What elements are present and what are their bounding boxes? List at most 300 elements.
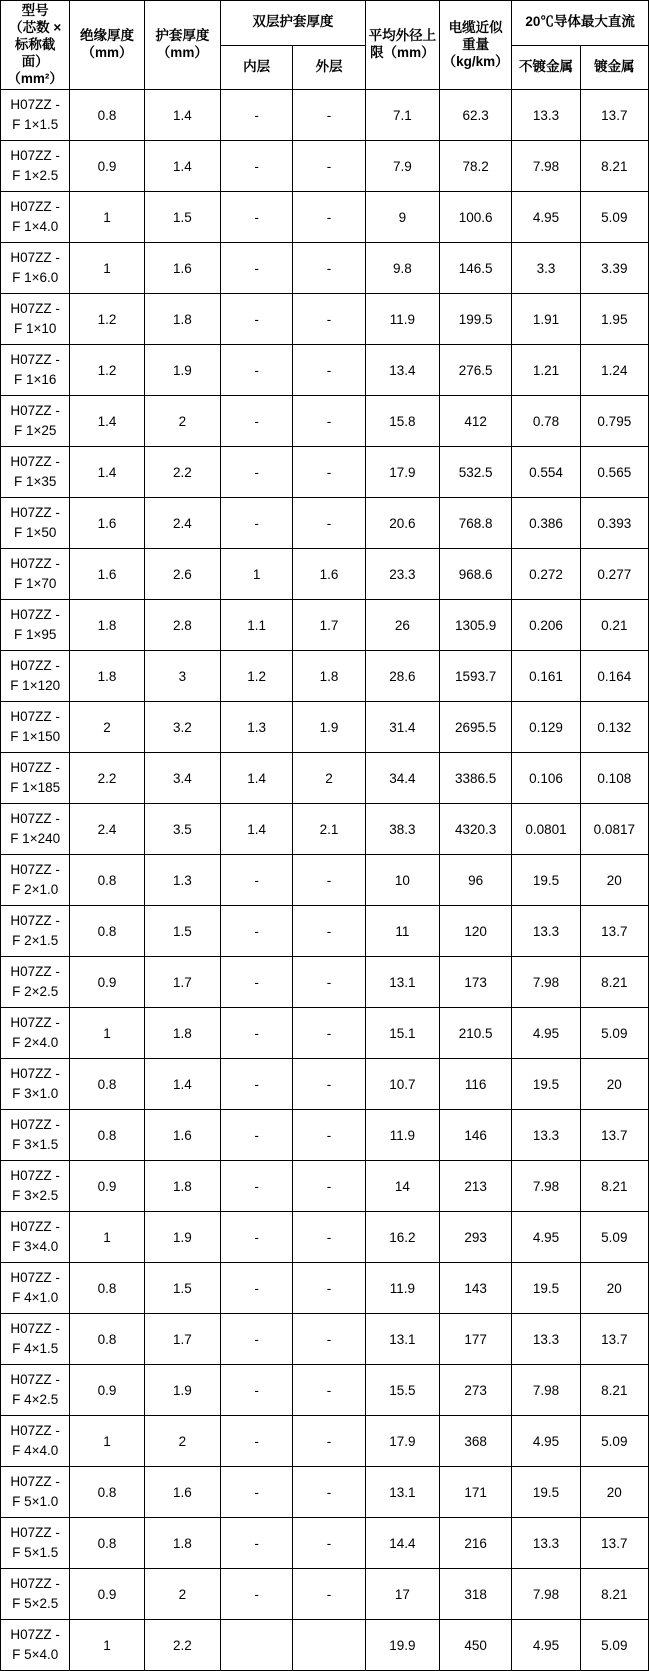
cell-model: H07ZZ - F 1×185 [1, 753, 70, 804]
cell-sheath: 2 [144, 1569, 220, 1620]
cell-model: H07ZZ - F 3×1.0 [1, 1059, 70, 1110]
cell-model: H07ZZ - F 5×1.5 [1, 1518, 70, 1569]
cell-plating-resistance: 1.95 [580, 294, 648, 345]
cell-weight: 173 [440, 957, 512, 1008]
cell-weight: 216 [440, 1518, 512, 1569]
cell-inner-layer: - [221, 294, 293, 345]
cell-plating-resistance: 13.7 [580, 1314, 648, 1365]
cell-plating-resistance: 8.21 [580, 957, 648, 1008]
cell-inner-layer: - [221, 957, 293, 1008]
cell-outer-layer: 2.1 [293, 804, 365, 855]
cell-outer-layer: 1.8 [293, 651, 365, 702]
cell-outer-layer: - [293, 141, 365, 192]
cell-insulation: 1 [70, 1620, 144, 1671]
header-plating: 镀金属 [580, 45, 648, 90]
cell-outer-diameter: 17.9 [365, 1416, 439, 1467]
cell-outer-layer: - [293, 192, 365, 243]
header-model-line1: 型号 [21, 3, 49, 18]
cell-inner-layer: - [221, 1161, 293, 1212]
cell-insulation: 1.8 [70, 600, 144, 651]
cell-insulation: 0.9 [70, 1161, 144, 1212]
cell-model: H07ZZ - F 1×35 [1, 447, 70, 498]
cell-outer-diameter: 28.6 [365, 651, 439, 702]
cell-outer-diameter: 11 [365, 906, 439, 957]
cell-model: H07ZZ - F 4×2.5 [1, 1365, 70, 1416]
cell-inner-layer: - [221, 855, 293, 906]
cell-no-plating-resistance: 7.98 [512, 1161, 580, 1212]
cell-plating-resistance: 8.21 [580, 1365, 648, 1416]
cell-no-plating-resistance: 13.3 [512, 906, 580, 957]
cell-insulation: 0.8 [70, 1110, 144, 1161]
cell-inner-layer: 1.2 [221, 651, 293, 702]
cell-sheath: 1.6 [144, 243, 220, 294]
cell-outer-diameter: 7.9 [365, 141, 439, 192]
cell-model: H07ZZ - F 1×150 [1, 702, 70, 753]
cell-weight: 1305.9 [440, 600, 512, 651]
cell-outer-diameter: 13.1 [365, 1314, 439, 1365]
cell-outer-layer: - [293, 1467, 365, 1518]
cell-plating-resistance: 20 [580, 1263, 648, 1314]
cell-sheath: 1.5 [144, 192, 220, 243]
cell-outer-layer: - [293, 294, 365, 345]
cell-insulation: 2 [70, 702, 144, 753]
cell-no-plating-resistance: 0.0801 [512, 804, 580, 855]
table-row [1, 1161, 649, 1212]
cell-outer-layer: - [293, 1518, 365, 1569]
cell-sheath: 3 [144, 651, 220, 702]
cell-sheath: 3.4 [144, 753, 220, 804]
cell-outer-layer [293, 1620, 365, 1671]
cell-outer-layer: - [293, 1059, 365, 1110]
cell-sheath: 2.2 [144, 1620, 220, 1671]
cell-model: H07ZZ - F 3×2.5 [1, 1161, 70, 1212]
cell-no-plating-resistance: 0.78 [512, 396, 580, 447]
cell-insulation: 1.6 [70, 549, 144, 600]
cell-weight: 210.5 [440, 1008, 512, 1059]
cell-sheath: 1.5 [144, 906, 220, 957]
cell-outer-layer: - [293, 1263, 365, 1314]
cell-plating-resistance: 0.132 [580, 702, 648, 753]
cell-outer-layer: - [293, 906, 365, 957]
cell-inner-layer: - [221, 1365, 293, 1416]
cell-insulation: 0.8 [70, 1263, 144, 1314]
cell-weight: 213 [440, 1161, 512, 1212]
cell-plating-resistance: 0.565 [580, 447, 648, 498]
cell-inner-layer: - [221, 1518, 293, 1569]
cell-no-plating-resistance: 7.98 [512, 1365, 580, 1416]
table-row [1, 1008, 649, 1059]
cell-sheath: 1.6 [144, 1467, 220, 1518]
cell-sheath: 2.8 [144, 600, 220, 651]
cell-outer-diameter: 7.1 [365, 90, 439, 141]
cell-model: H07ZZ - F 2×1.5 [1, 906, 70, 957]
cell-sheath: 1.4 [144, 90, 220, 141]
cell-inner-layer: - [221, 1059, 293, 1110]
cell-no-plating-resistance: 19.5 [512, 1263, 580, 1314]
cell-weight: 276.5 [440, 345, 512, 396]
cell-outer-diameter: 13.1 [365, 957, 439, 1008]
cell-inner-layer [221, 1620, 293, 1671]
cell-model: H07ZZ - F 1×2.5 [1, 141, 70, 192]
header-insulation-thickness: 绝缘厚度（mm） [70, 1, 144, 90]
cell-weight: 199.5 [440, 294, 512, 345]
cell-sheath: 3.5 [144, 804, 220, 855]
cell-weight: 177 [440, 1314, 512, 1365]
cell-insulation: 0.8 [70, 1518, 144, 1569]
cell-model: H07ZZ - F 3×4.0 [1, 1212, 70, 1263]
cell-plating-resistance: 0.21 [580, 600, 648, 651]
cell-outer-layer: - [293, 1365, 365, 1416]
cell-weight: 768.8 [440, 498, 512, 549]
table-body [1, 90, 649, 1671]
cell-plating-resistance: 0.795 [580, 396, 648, 447]
cell-plating-resistance: 5.09 [580, 1416, 648, 1467]
table-row [1, 141, 649, 192]
cell-outer-diameter: 11.9 [365, 294, 439, 345]
cell-outer-layer: 1.6 [293, 549, 365, 600]
cell-outer-diameter: 11.9 [365, 1263, 439, 1314]
table-row [1, 1569, 649, 1620]
header-dc-resistance-group: 20℃导体最大直流 [512, 1, 649, 46]
cell-plating-resistance: 0.277 [580, 549, 648, 600]
table-row [1, 855, 649, 906]
cell-model: H07ZZ - F 1×4.0 [1, 192, 70, 243]
cell-plating-resistance: 1.24 [580, 345, 648, 396]
cell-outer-diameter: 10 [365, 855, 439, 906]
cell-weight: 318 [440, 1569, 512, 1620]
cell-plating-resistance: 13.7 [580, 90, 648, 141]
cell-weight: 146.5 [440, 243, 512, 294]
cell-outer-diameter: 31.4 [365, 702, 439, 753]
cell-sheath: 2.4 [144, 498, 220, 549]
cell-outer-layer: - [293, 243, 365, 294]
cell-no-plating-resistance: 0.386 [512, 498, 580, 549]
cell-insulation: 0.8 [70, 1467, 144, 1518]
cell-weight: 96 [440, 855, 512, 906]
header-double-sheath-thickness: 双层护套厚度 [221, 1, 366, 46]
cell-outer-diameter: 14.4 [365, 1518, 439, 1569]
cell-weight: 532.5 [440, 447, 512, 498]
cell-weight: 1593.7 [440, 651, 512, 702]
table-row [1, 753, 649, 804]
cell-insulation: 1.4 [70, 396, 144, 447]
cell-outer-layer: - [293, 345, 365, 396]
cell-sheath: 1.9 [144, 1212, 220, 1263]
cell-outer-layer: - [293, 1212, 365, 1263]
cell-insulation: 0.8 [70, 906, 144, 957]
cell-outer-diameter: 26 [365, 600, 439, 651]
cell-weight: 293 [440, 1212, 512, 1263]
cell-outer-diameter: 9 [365, 192, 439, 243]
cell-plating-resistance: 20 [580, 1467, 648, 1518]
cell-model: H07ZZ - F 1×16 [1, 345, 70, 396]
cell-model: H07ZZ - F 1×95 [1, 600, 70, 651]
header-row-1 [1, 1, 649, 46]
cell-model: H07ZZ - F 1×240 [1, 804, 70, 855]
cell-outer-layer: - [293, 90, 365, 141]
cell-no-plating-resistance: 0.206 [512, 600, 580, 651]
cell-no-plating-resistance: 19.5 [512, 1467, 580, 1518]
cell-inner-layer: - [221, 141, 293, 192]
cell-insulation: 0.9 [70, 1365, 144, 1416]
cell-outer-diameter: 13.1 [365, 1467, 439, 1518]
cell-plating-resistance: 0.164 [580, 651, 648, 702]
cell-outer-diameter: 13.4 [365, 345, 439, 396]
cell-weight: 368 [440, 1416, 512, 1467]
cell-plating-resistance: 0.108 [580, 753, 648, 804]
cell-insulation: 1 [70, 192, 144, 243]
cell-outer-diameter: 15.5 [365, 1365, 439, 1416]
cell-sheath: 3.2 [144, 702, 220, 753]
cell-insulation: 1.8 [70, 651, 144, 702]
cell-inner-layer: - [221, 498, 293, 549]
cell-inner-layer: - [221, 1110, 293, 1161]
cell-sheath: 1.9 [144, 1365, 220, 1416]
cell-outer-layer: 1.9 [293, 702, 365, 753]
cell-model: H07ZZ - F 2×2.5 [1, 957, 70, 1008]
table-row [1, 600, 649, 651]
cell-inner-layer: - [221, 243, 293, 294]
cell-inner-layer: 1.1 [221, 600, 293, 651]
cell-no-plating-resistance: 1.91 [512, 294, 580, 345]
cell-sheath: 1.8 [144, 1518, 220, 1569]
cell-outer-diameter: 11.9 [365, 1110, 439, 1161]
cell-model: H07ZZ - F 1×25 [1, 396, 70, 447]
cell-model: H07ZZ - F 1×10 [1, 294, 70, 345]
table-row [1, 1263, 649, 1314]
cell-no-plating-resistance: 0.161 [512, 651, 580, 702]
cell-model: H07ZZ - F 5×4.0 [1, 1620, 70, 1671]
cell-insulation: 1.6 [70, 498, 144, 549]
cell-no-plating-resistance: 1.21 [512, 345, 580, 396]
cell-outer-layer: - [293, 855, 365, 906]
table-row [1, 1059, 649, 1110]
cell-outer-layer: 1.7 [293, 600, 365, 651]
table-row [1, 243, 649, 294]
cell-no-plating-resistance: 13.3 [512, 90, 580, 141]
header-sheath-thickness: 护套厚度（mm） [144, 1, 220, 90]
table-row [1, 396, 649, 447]
cell-weight: 412 [440, 396, 512, 447]
cell-weight: 2695.5 [440, 702, 512, 753]
cell-inner-layer: - [221, 345, 293, 396]
cell-sheath: 1.4 [144, 1059, 220, 1110]
cell-outer-layer: - [293, 447, 365, 498]
cell-inner-layer: - [221, 447, 293, 498]
cell-inner-layer: - [221, 396, 293, 447]
cell-outer-diameter: 20.6 [365, 498, 439, 549]
cell-insulation: 0.8 [70, 855, 144, 906]
cell-insulation: 1.4 [70, 447, 144, 498]
table-row [1, 294, 649, 345]
cell-weight: 968.6 [440, 549, 512, 600]
cell-outer-diameter: 15.1 [365, 1008, 439, 1059]
table-row [1, 957, 649, 1008]
cell-inner-layer: - [221, 906, 293, 957]
cell-model: H07ZZ - F 1×1.5 [1, 90, 70, 141]
cell-plating-resistance: 5.09 [580, 1008, 648, 1059]
table-row [1, 1620, 649, 1671]
cell-plating-resistance: 8.21 [580, 1569, 648, 1620]
cell-outer-diameter: 17 [365, 1569, 439, 1620]
header-model-line4: 面） [21, 53, 49, 69]
cell-plating-resistance: 20 [580, 855, 648, 906]
cell-insulation: 0.8 [70, 1059, 144, 1110]
cell-weight: 143 [440, 1263, 512, 1314]
cell-inner-layer: - [221, 1008, 293, 1059]
cell-inner-layer: - [221, 1569, 293, 1620]
cell-weight: 78.2 [440, 141, 512, 192]
cell-sheath: 1.7 [144, 957, 220, 1008]
cell-no-plating-resistance: 7.98 [512, 957, 580, 1008]
cell-outer-layer: - [293, 396, 365, 447]
cell-sheath: 1.7 [144, 1314, 220, 1365]
cell-model: H07ZZ - F 3×1.5 [1, 1110, 70, 1161]
cell-outer-layer: - [293, 1161, 365, 1212]
cell-plating-resistance: 5.09 [580, 192, 648, 243]
cell-model: H07ZZ - F 2×4.0 [1, 1008, 70, 1059]
cell-weight: 116 [440, 1059, 512, 1110]
cell-plating-resistance: 13.7 [580, 1518, 648, 1569]
cell-inner-layer: 1.4 [221, 804, 293, 855]
cell-no-plating-resistance: 13.3 [512, 1518, 580, 1569]
cell-plating-resistance: 0.393 [580, 498, 648, 549]
cell-insulation: 1 [70, 1212, 144, 1263]
cell-sheath: 1.3 [144, 855, 220, 906]
cell-model: H07ZZ - F 4×1.0 [1, 1263, 70, 1314]
header-model-line3: 标称截 [14, 36, 56, 52]
cell-inner-layer: 1.3 [221, 702, 293, 753]
cell-no-plating-resistance: 0.554 [512, 447, 580, 498]
cell-inner-layer: - [221, 90, 293, 141]
cell-no-plating-resistance: 13.3 [512, 1110, 580, 1161]
table-row [1, 192, 649, 243]
cell-model: H07ZZ - F 2×1.0 [1, 855, 70, 906]
table-row [1, 1110, 649, 1161]
cell-outer-diameter: 14 [365, 1161, 439, 1212]
cell-no-plating-resistance: 7.98 [512, 1569, 580, 1620]
cell-plating-resistance: 13.7 [580, 1110, 648, 1161]
cell-no-plating-resistance: 0.129 [512, 702, 580, 753]
table-row [1, 447, 649, 498]
cell-plating-resistance: 5.09 [580, 1212, 648, 1263]
cell-insulation: 1 [70, 1008, 144, 1059]
cell-insulation: 0.8 [70, 90, 144, 141]
cell-inner-layer: - [221, 1212, 293, 1263]
cell-sheath: 1.8 [144, 1161, 220, 1212]
cell-no-plating-resistance: 0.272 [512, 549, 580, 600]
cell-weight: 62.3 [440, 90, 512, 141]
cell-model: H07ZZ - F 5×2.5 [1, 1569, 70, 1620]
cell-sheath: 1.4 [144, 141, 220, 192]
cell-plating-resistance: 3.39 [580, 243, 648, 294]
cell-insulation: 2.2 [70, 753, 144, 804]
cell-no-plating-resistance: 7.98 [512, 141, 580, 192]
table-row [1, 345, 649, 396]
cell-inner-layer: - [221, 192, 293, 243]
cell-sheath: 2.6 [144, 549, 220, 600]
cell-weight: 3386.5 [440, 753, 512, 804]
cell-no-plating-resistance: 4.95 [512, 1212, 580, 1263]
cell-outer-layer: - [293, 498, 365, 549]
cell-weight: 100.6 [440, 192, 512, 243]
cell-weight: 273 [440, 1365, 512, 1416]
cell-plating-resistance: 5.09 [580, 1620, 648, 1671]
table-row [1, 90, 649, 141]
cell-insulation: 0.8 [70, 1314, 144, 1365]
cell-inner-layer: 1.4 [221, 753, 293, 804]
cell-outer-diameter: 10.7 [365, 1059, 439, 1110]
header-inner-layer: 内层 [221, 45, 293, 90]
cell-sheath: 1.6 [144, 1110, 220, 1161]
cell-sheath: 2 [144, 1416, 220, 1467]
cell-insulation: 0.9 [70, 957, 144, 1008]
cell-insulation: 0.9 [70, 1569, 144, 1620]
cell-model: H07ZZ - F 5×1.0 [1, 1467, 70, 1518]
cell-outer-diameter: 9.8 [365, 243, 439, 294]
cell-inner-layer: - [221, 1467, 293, 1518]
table-row [1, 702, 649, 753]
cell-inner-layer: - [221, 1314, 293, 1365]
cell-inner-layer: 1 [221, 549, 293, 600]
header-model-line5: （mm²） [7, 70, 63, 86]
header-model-line2: （芯数 × [9, 19, 62, 35]
cell-outer-layer: - [293, 1314, 365, 1365]
table-row [1, 1416, 649, 1467]
cell-no-plating-resistance: 4.95 [512, 192, 580, 243]
cell-sheath: 1.8 [144, 294, 220, 345]
cell-weight: 450 [440, 1620, 512, 1671]
table-row [1, 549, 649, 600]
cell-outer-diameter: 19.9 [365, 1620, 439, 1671]
table-row [1, 1314, 649, 1365]
table-row [1, 906, 649, 957]
cell-no-plating-resistance: 19.5 [512, 1059, 580, 1110]
table-row [1, 498, 649, 549]
cell-no-plating-resistance: 3.3 [512, 243, 580, 294]
cell-plating-resistance: 13.7 [580, 906, 648, 957]
table-header [1, 1, 649, 90]
cell-model: H07ZZ - F 1×70 [1, 549, 70, 600]
cell-insulation: 0.9 [70, 141, 144, 192]
table-row [1, 1212, 649, 1263]
table-row [1, 651, 649, 702]
cell-model: H07ZZ - F 1×120 [1, 651, 70, 702]
header-no-plating: 不镀金属 [512, 45, 580, 90]
cell-no-plating-resistance: 13.3 [512, 1314, 580, 1365]
cell-insulation: 1.2 [70, 345, 144, 396]
cell-inner-layer: - [221, 1263, 293, 1314]
cell-no-plating-resistance: 4.95 [512, 1008, 580, 1059]
table-row [1, 1467, 649, 1518]
header-average-outer-diameter: 平均外径上限（mm） [365, 1, 439, 90]
cell-sheath: 2 [144, 396, 220, 447]
cell-plating-resistance: 20 [580, 1059, 648, 1110]
cell-outer-layer: - [293, 1416, 365, 1467]
cell-plating-resistance: 0.0817 [580, 804, 648, 855]
table-row [1, 1518, 649, 1569]
cell-outer-layer: 2 [293, 753, 365, 804]
cell-outer-layer: - [293, 1569, 365, 1620]
cell-no-plating-resistance: 4.95 [512, 1620, 580, 1671]
cell-outer-layer: - [293, 957, 365, 1008]
cell-inner-layer: - [221, 1416, 293, 1467]
cell-model: H07ZZ - F 4×1.5 [1, 1314, 70, 1365]
cell-plating-resistance: 8.21 [580, 1161, 648, 1212]
table-row [1, 804, 649, 855]
header-cable-weight: 电缆近似重量（kg/km） [440, 1, 512, 90]
cell-outer-diameter: 15.8 [365, 396, 439, 447]
